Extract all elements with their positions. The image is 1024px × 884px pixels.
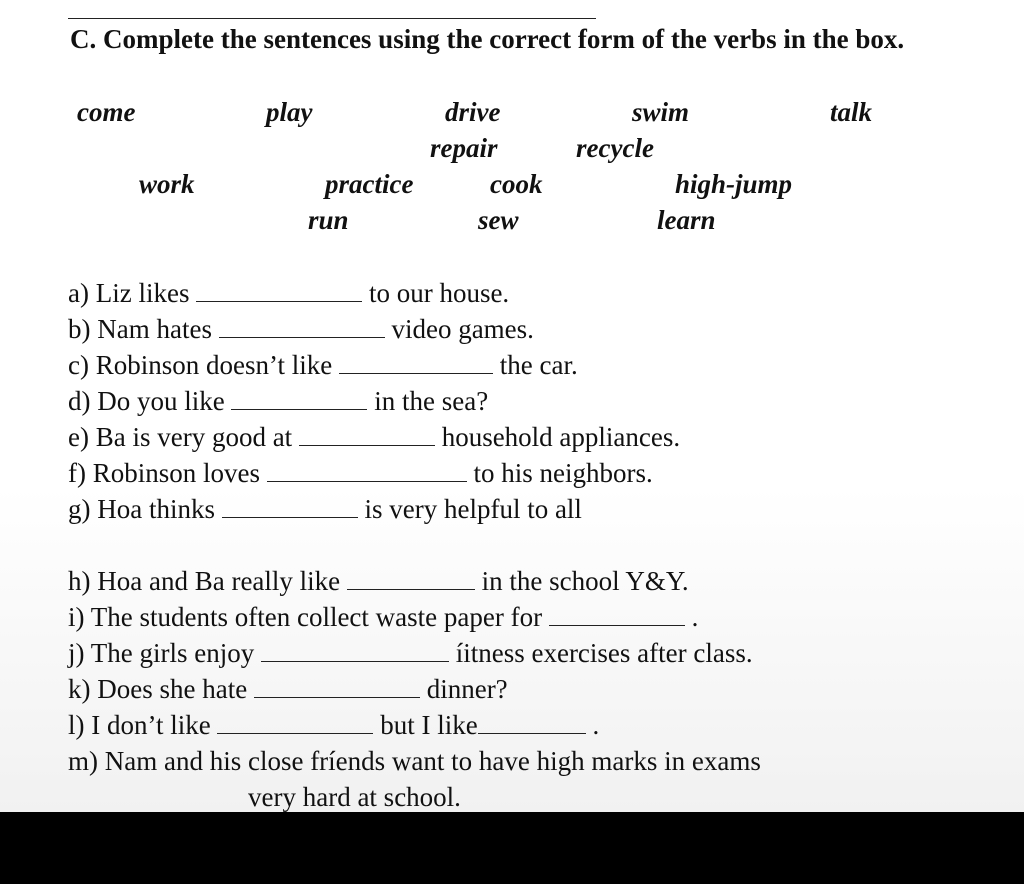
sentence-text: m) Nam and his close fríends want to have high marks in exams	[68, 746, 761, 776]
sentence-f	[68, 456, 653, 490]
sentence-text: b) Nam hates	[68, 314, 212, 344]
sentence-d	[68, 384, 488, 418]
verb-word: come	[77, 97, 136, 127]
sentence-text: k) Does she hate	[68, 674, 248, 704]
sentence-text: a) Liz likes	[68, 278, 190, 308]
sentence-text: the car.	[499, 350, 578, 380]
sentence-text: d) Do you like	[68, 386, 225, 416]
answer-blank[interactable]	[267, 467, 467, 482]
sentence-text: video games.	[391, 314, 534, 344]
sentence-text: e) Ba is very good at	[68, 422, 293, 452]
top-divider	[68, 18, 596, 19]
sentence-text: is very helpful to all	[364, 494, 582, 524]
verb-word: swim	[632, 97, 690, 127]
sentence-l	[68, 708, 599, 742]
sentence-text: to his neighbors.	[473, 458, 653, 488]
sentence-b	[68, 312, 534, 346]
verb-word: repair	[430, 133, 498, 163]
sentence-text: but I like	[380, 710, 478, 740]
verb-word: recycle	[576, 133, 654, 163]
sentence-j	[68, 636, 753, 670]
sentence-text: household appliances.	[441, 422, 681, 452]
sentence-g	[68, 492, 582, 526]
verb-word: sew	[478, 205, 519, 235]
sentence-m	[68, 744, 761, 778]
sentence-text: .	[592, 710, 600, 740]
sentence-text: h) Hoa and Ba really like	[68, 566, 341, 596]
answer-blank[interactable]	[478, 719, 586, 734]
answer-blank[interactable]	[261, 647, 449, 662]
sentence-text: j) The girls enjoy	[68, 638, 255, 668]
sentence-text: l) I don’t like	[68, 710, 211, 740]
sentence-a	[68, 276, 509, 310]
sentence-i	[68, 600, 698, 634]
bottom-black-bar	[0, 812, 1024, 884]
sentence-h	[68, 564, 689, 598]
sentence-text: to our house.	[368, 278, 510, 308]
verb-word: talk	[830, 97, 873, 127]
verb-word: learn	[657, 205, 716, 235]
answer-blank[interactable]	[231, 395, 367, 410]
verb-word: play	[266, 97, 313, 127]
verb-word: cook	[490, 169, 543, 199]
verb-word: practice	[325, 169, 414, 199]
sentence-text: .	[691, 602, 699, 632]
answer-blank[interactable]	[196, 287, 362, 302]
sentence-text: c) Robinson doesn’t like	[68, 350, 333, 380]
sentence-text: g) Hoa thinks	[68, 494, 215, 524]
verb-word: high-jump	[675, 169, 793, 199]
answer-blank[interactable]	[549, 611, 685, 626]
sentence-c	[68, 348, 578, 382]
sentence-e	[68, 420, 680, 454]
exercise-heading: C. Complete the sentences using the correct form of the verbs in the box.	[70, 24, 905, 54]
answer-blank[interactable]	[347, 575, 475, 590]
verb-word: work	[139, 169, 195, 199]
sentence-text: i) The students often collect waste paper for	[68, 602, 543, 632]
answer-blank[interactable]	[217, 719, 373, 734]
answer-blank[interactable]	[219, 323, 385, 338]
sentence-text: dinner?	[426, 674, 508, 704]
verb-word: drive	[445, 97, 501, 127]
answer-blank[interactable]	[222, 503, 358, 518]
sentence-text: in the school Y&Y.	[481, 566, 689, 596]
sentence-m-continued	[248, 780, 461, 814]
answer-blank[interactable]	[254, 683, 420, 698]
sentence-text: f) Robinson loves	[68, 458, 260, 488]
answer-blank[interactable]	[339, 359, 493, 374]
sentence-k	[68, 672, 508, 706]
sentence-text: in the sea?	[374, 386, 489, 416]
verb-word: run	[308, 205, 349, 235]
sentence-text: very hard at school.	[248, 782, 461, 812]
sentence-text: íitness exercises after class.	[455, 638, 753, 668]
answer-blank[interactable]	[299, 431, 435, 446]
